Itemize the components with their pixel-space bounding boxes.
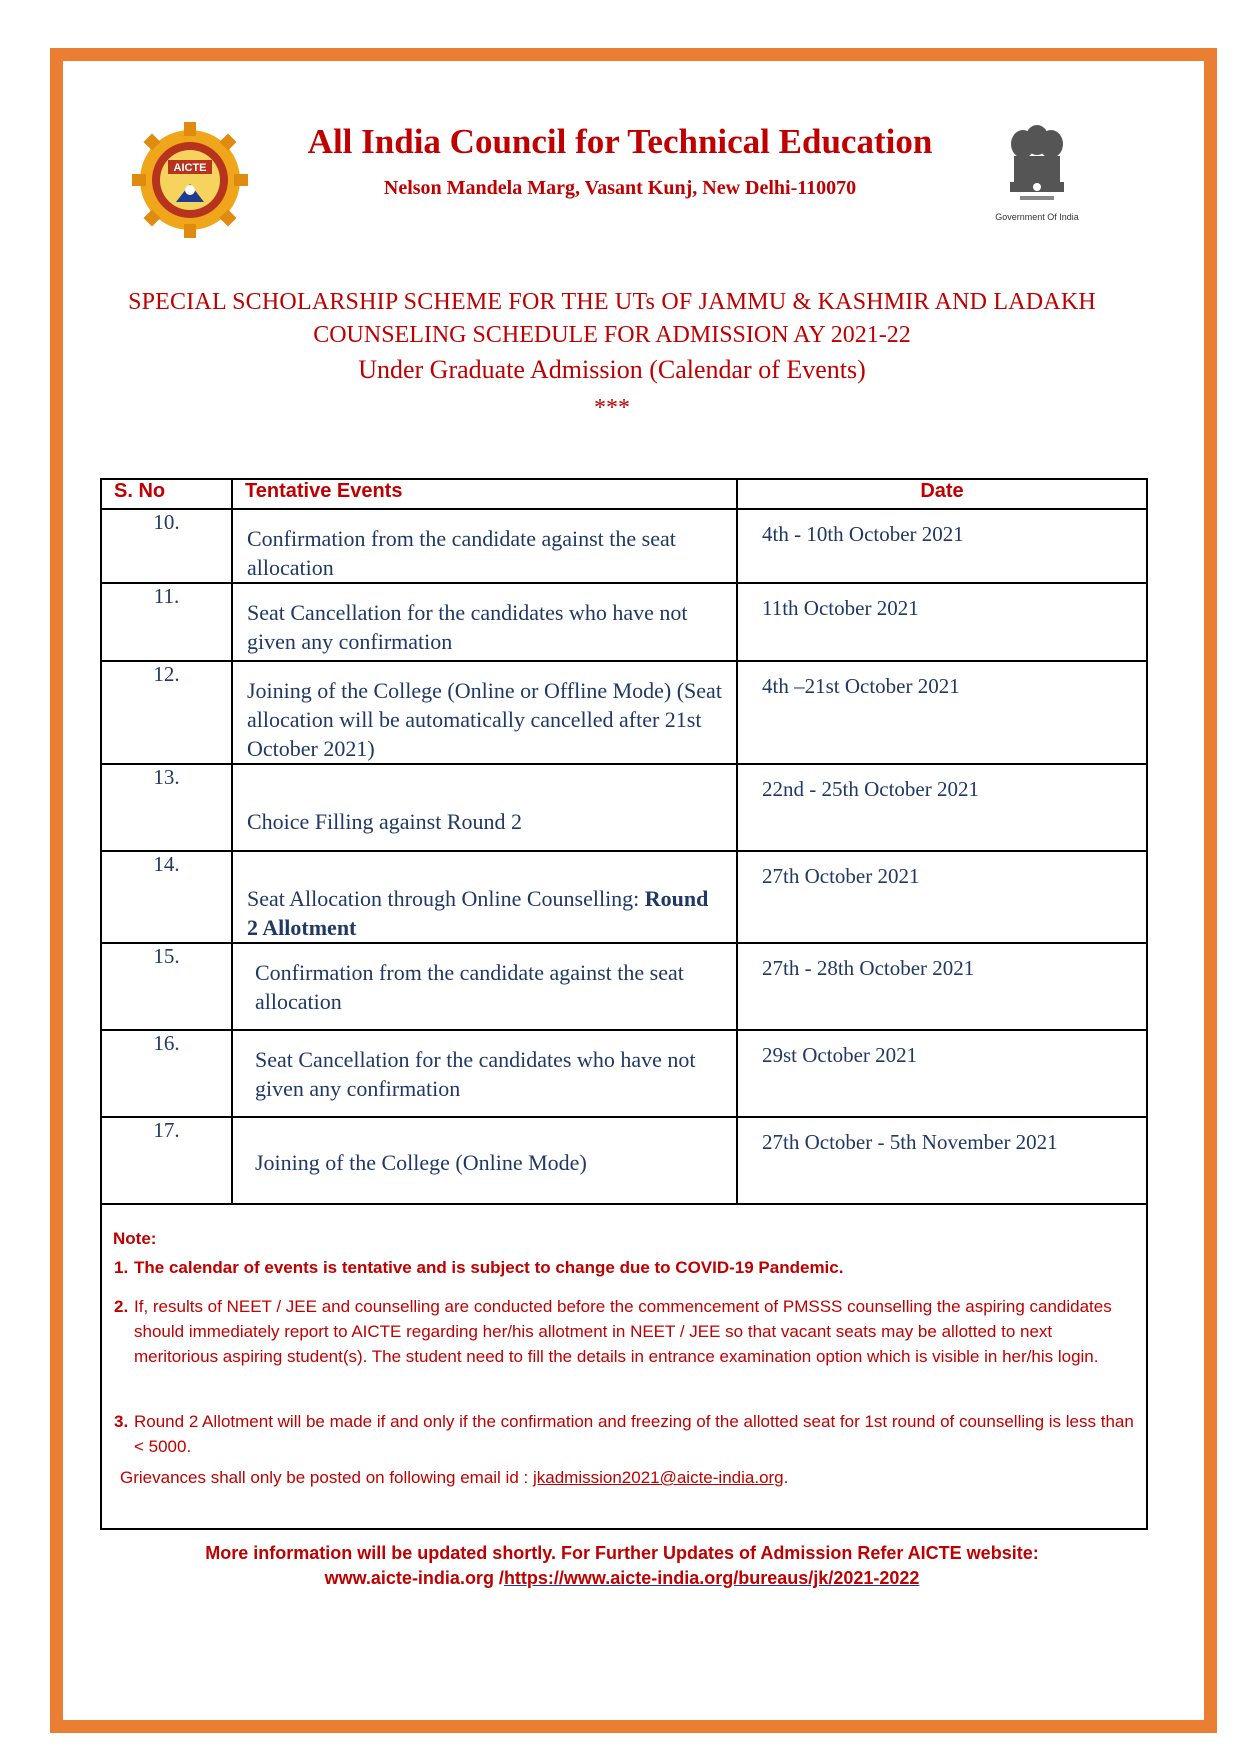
row-event	[233, 852, 736, 942]
footer-site-text: www.aicte-india.org /	[324, 1568, 504, 1588]
note-text: The calendar of events is tentative and is subject to change due to COVID-19 Pandemic.	[134, 1258, 844, 1277]
header-sno: S. No	[101, 479, 232, 509]
row-date: 11th October 2021	[762, 596, 919, 620]
row-event: Joining of the College (Online Mode)	[255, 1150, 587, 1175]
note-number: 3.	[114, 1412, 129, 1431]
grievance-end: .	[783, 1468, 789, 1487]
row-event-bold: Round 2 Allotment	[247, 886, 709, 940]
notes-section	[100, 1197, 1148, 1530]
row-date: 4th - 10th October 2021	[762, 522, 964, 546]
note-text: If, results of NEET / JEE and counselling are conducted before the commencement of PMSSS counselling the aspiring candidates should immediately report to AICTE regarding her/his allotment in NEET / JEE so that vacant seats may be allotted to next meritorious aspiring student(s). The student need to fill the details in entrance examination option which is visible in her/his login.	[134, 1297, 1112, 1366]
note-text: Round 2 Allotment will be made if and only if the confirmation and freezing of the allotted seat for 1st round of counselling is less than < 5000.	[134, 1412, 1134, 1456]
row-sno: 17.	[101, 1117, 232, 1204]
aicte-logo-text: AICTE	[173, 162, 207, 174]
table-row	[101, 1030, 1147, 1117]
table-row	[101, 583, 1147, 661]
row-event: Confirmation from the candidate against the seat allocation	[247, 526, 676, 580]
footer-info: More information will be updated shortly. For Further Updates of Admission Refer AICTE website:	[205, 1543, 1039, 1563]
emblem-caption: Government Of India	[995, 212, 1079, 222]
table-row	[101, 851, 1147, 943]
row-sno: 11.	[101, 583, 232, 661]
events-table	[100, 478, 1148, 1205]
notes-heading: Note:	[113, 1229, 157, 1248]
table-row	[101, 661, 1147, 764]
table-row	[101, 509, 1147, 583]
row-event: Choice Filling against Round 2	[247, 809, 522, 834]
row-sno: 10.	[101, 509, 232, 583]
row-event: Seat Cancellation for the candidates who have not given any confirmation	[247, 600, 688, 654]
row-date: 27th - 28th October 2021	[762, 956, 975, 980]
note-number: 1.	[114, 1258, 129, 1277]
row-sno: 16.	[101, 1030, 232, 1117]
row-sno: 15.	[101, 943, 232, 1030]
scheme-title: SPECIAL SCHOLARSHIP SCHEME FOR THE UTs OF JAMMU & KASHMIR AND LADAKH	[128, 289, 1096, 315]
grievance-text: Grievances shall only be posted on following email id :	[120, 1468, 529, 1487]
footer-url-link[interactable]: https://www.aicte-india.org/bureaus/jk/2021-2022	[503, 1568, 920, 1588]
header-date: Date	[737, 479, 1147, 509]
table-row	[101, 764, 1147, 851]
table-row	[101, 943, 1147, 1030]
aicte-logo	[132, 122, 248, 238]
note-item	[114, 1409, 1134, 1459]
row-sno: 12.	[101, 661, 232, 764]
organization-name: All India Council for Technical Education	[307, 122, 933, 161]
grievance-email-link[interactable]: jkadmission2021@aicte-india.org	[532, 1468, 784, 1487]
row-event: Confirmation from the candidate against the seat allocation	[255, 960, 684, 1014]
row-date: 22nd - 25th October 2021	[762, 777, 979, 801]
row-date: 29st October 2021	[762, 1043, 918, 1067]
table-header-row	[101, 479, 1147, 509]
row-event-text: Seat Allocation through Online Counselling:	[247, 886, 640, 911]
row-event: Joining of the College (Online or Offline Mode) (Seat allocation will be automatically cancelled after 21st October 2021)	[247, 678, 722, 761]
government-emblem-icon	[990, 122, 1084, 232]
decorative-stars: ***	[594, 395, 630, 421]
note-number: 2.	[114, 1297, 129, 1316]
row-date: 27th October 2021	[762, 864, 920, 888]
footer-links	[62, 1568, 1182, 1589]
note-item	[114, 1255, 1134, 1280]
row-sno: 13.	[101, 764, 232, 851]
row-event: Seat Cancellation for the candidates who have not given any confirmation	[255, 1047, 696, 1101]
header-events: Tentative Events	[232, 479, 737, 509]
row-date: 27th October - 5th November 2021	[762, 1130, 1058, 1154]
row-date: 4th –21st October 2021	[762, 674, 960, 698]
table-row	[101, 1117, 1147, 1204]
grievance-line	[120, 1468, 788, 1488]
calendar-subtitle: Under Graduate Admission (Calendar of Events)	[358, 355, 866, 384]
row-sno: 14.	[101, 851, 232, 943]
schedule-title: COUNSELING SCHEDULE FOR ADMISSION AY 2021-22	[313, 322, 911, 348]
note-item	[114, 1294, 1134, 1369]
organization-address: Nelson Mandela Marg, Vasant Kunj, New Delhi-110070	[383, 177, 857, 199]
